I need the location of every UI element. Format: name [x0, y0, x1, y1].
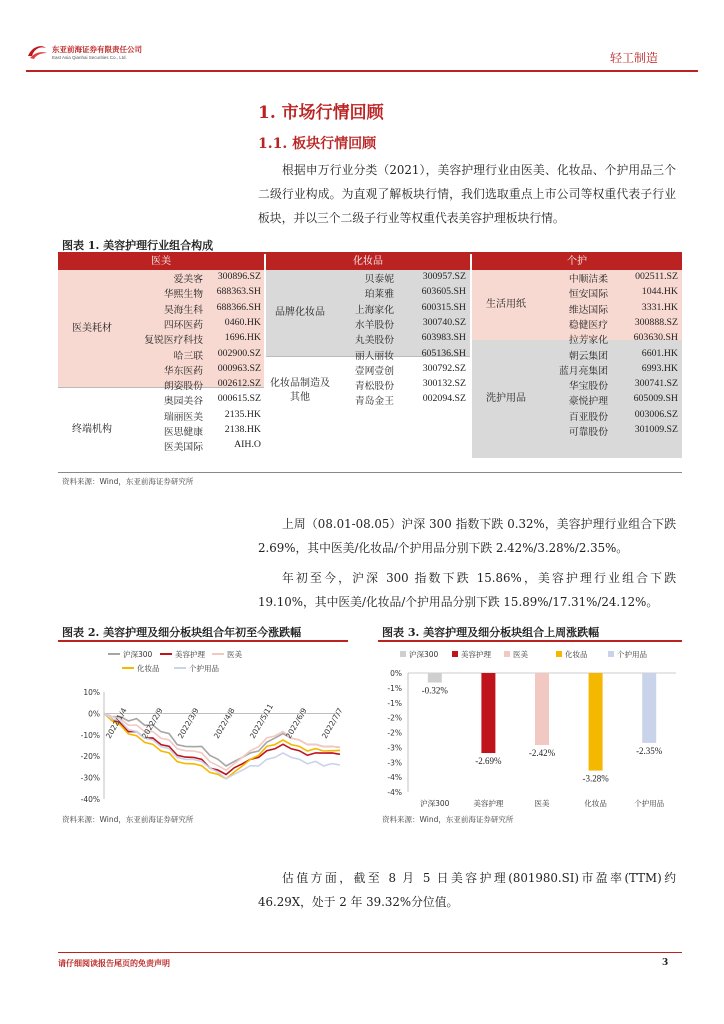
x-tick-label: 2022/4/8 — [211, 706, 237, 741]
company-name: 稳健医疗 — [568, 319, 608, 331]
y-tick-label: -10% — [80, 730, 100, 740]
stock-code: 688366.SH — [216, 301, 261, 313]
stock-code: 300896.SZ — [217, 271, 261, 282]
data-label: -2.42% — [528, 747, 556, 758]
paragraph-weekly: 上周（08.01-08.05）沪深 300 指数下跌 0.32%，美容护理行业组合下跌 2.69%，其中医美/化妆品/个护用品分别下跌 2.42%/3.28%/2.35%。 — [258, 517, 676, 555]
y-tick-label: -2% — [387, 728, 402, 738]
company-name: 昊海生科 — [163, 304, 203, 316]
legend-label: 医美 — [227, 650, 242, 659]
company-name: 可靠股份 — [568, 427, 608, 438]
x-tick-label: 2022/3/9 — [175, 706, 201, 741]
y-tick-label: -1% — [387, 698, 402, 708]
company-name: 上海家化 — [354, 304, 394, 316]
header-divider — [26, 70, 698, 72]
company-logo-icon — [26, 42, 48, 62]
legend-label: 化妆品 — [565, 650, 588, 659]
legend-swatch — [452, 651, 458, 657]
stock-code: 000963.SZ — [217, 362, 261, 374]
y-tick-label: 0% — [390, 669, 402, 678]
company-name: 青松股份 — [354, 381, 394, 393]
stock-code: 2138.HK — [224, 424, 261, 435]
data-label: -3.28% — [582, 773, 609, 784]
y-tick-label: 10% — [83, 688, 100, 697]
ytd-line-chart — [58, 642, 348, 812]
legend-label: 医美 — [513, 650, 528, 659]
y-tick-label: -20% — [80, 752, 100, 762]
company-name: 壹网壹创 — [354, 365, 394, 377]
subsection-heading: 1.1. 板块行情回顾 — [258, 136, 377, 152]
stock-code: 603630.SH — [633, 332, 678, 344]
stock-code: 605009.SH — [633, 393, 678, 405]
stock-code: 600315.SH — [421, 301, 466, 313]
y-tick-label: -40% — [80, 795, 100, 804]
stock-code: 000615.SZ — [217, 393, 261, 405]
group-label: 终端机构 — [72, 424, 112, 435]
stock-code: 605136.SH — [421, 347, 466, 359]
stock-code: 002612.SZ — [217, 378, 261, 390]
company-name: 华熙生物 — [163, 289, 203, 301]
disclaimer-note: 请仔细阅读报告尾页的免责声明 — [58, 959, 170, 968]
y-tick-label: -4% — [387, 788, 402, 797]
y-tick-label: -1% — [387, 683, 402, 693]
x-tick-label: 2022/6/9 — [283, 706, 309, 741]
stock-code: 300741.SZ — [634, 378, 678, 390]
figure3-title: 图表 3. 美容护理及细分板块组合上周涨跌幅 — [382, 626, 600, 639]
company-name: 丽人丽妆 — [354, 350, 394, 362]
company-name: 医美国际 — [163, 442, 203, 454]
col-header-gehu: 个护 — [472, 253, 682, 270]
stock-code: 300792.SZ — [422, 362, 466, 374]
company-name: 珀莱雅 — [364, 289, 394, 301]
stock-code: 603605.SH — [421, 286, 466, 298]
legend-label: 沪深300 — [409, 650, 439, 659]
stock-code: 1696.HK — [224, 332, 261, 344]
company-name: 哈三联 — [173, 350, 203, 362]
y-tick-label: 0% — [88, 709, 100, 719]
page-number: 3 — [662, 958, 669, 968]
stock-code: 2135.HK — [224, 408, 261, 420]
company-name: 拉芳家化 — [568, 335, 608, 347]
stock-code: 300132.SZ — [422, 378, 466, 390]
legend-label: 个护用品 — [617, 650, 647, 659]
group-label: 生活用纸 — [486, 299, 526, 310]
legend-label: 沪深300 — [123, 650, 153, 659]
company-name: 蓝月亮集团 — [559, 365, 608, 377]
group-label: 化妆品制造及其他 — [270, 378, 330, 403]
stock-code: 688363.SH — [216, 286, 261, 298]
figure3-source: 资料来源：Wind，东亚前海证券研究所 — [382, 815, 514, 824]
bar — [642, 673, 656, 743]
paragraph-ytd: 年初至今，沪深 300 指数下跌 15.86%，美容护理行业组合下跌 19.10%，其中医美/化妆品/个护用品分别下跌 15.89%/17.31%/24.12%。 — [258, 571, 676, 609]
company-name: 瑞丽医美 — [163, 411, 203, 423]
figure2-title: 图表 2. 美容护理及细分板块组合年初至今涨跌幅 — [62, 626, 302, 639]
stock-code: 002900.SZ — [217, 347, 261, 359]
stock-code: AIH.O — [234, 439, 261, 451]
x-tick-label: 医美 — [534, 799, 550, 808]
company-name: 中顺洁柔 — [568, 274, 608, 285]
x-tick-label: 2022/2/9 — [139, 706, 165, 741]
stock-code: 002511.SZ — [635, 271, 678, 282]
company-name: 医思健康 — [163, 427, 203, 438]
company-name: 朗姿股份 — [163, 381, 203, 393]
bar — [481, 673, 495, 753]
y-tick-label: -30% — [80, 773, 100, 783]
data-label: -2.69% — [475, 756, 502, 767]
stock-code: 6601.HK — [641, 347, 678, 359]
legend-swatch — [556, 651, 562, 657]
brand-name-cn: 东亚前海证券有限责任公司 — [52, 45, 142, 54]
section-heading: 1. 市场行情回顾 — [258, 103, 384, 123]
company-name: 恒安国际 — [568, 289, 608, 301]
x-tick-label: 2022/5/11 — [247, 702, 275, 741]
stock-code: 6993.HK — [641, 362, 678, 374]
stock-code: 002094.SZ — [422, 393, 466, 405]
stock-code: 300957.SZ — [422, 271, 466, 282]
y-tick-label: -3% — [387, 743, 402, 753]
data-label: -2.35% — [636, 745, 663, 756]
col-header-yimei: 医美 — [58, 253, 264, 270]
bar — [428, 673, 442, 683]
stock-code: 0460.HK — [224, 316, 261, 328]
x-tick-label: 化妆品 — [584, 799, 607, 808]
figure2-source: 资料来源：Wind，东亚前海证券研究所 — [62, 815, 194, 824]
stock-code: 003006.SZ — [634, 408, 678, 420]
stock-code: 3331.HK — [641, 301, 678, 313]
company-name: 四环医药 — [163, 319, 203, 331]
company-name: 华东医药 — [163, 365, 203, 377]
legend-label: 化妆品 — [137, 664, 160, 673]
x-tick-label: 个护用品 — [634, 799, 665, 808]
company-name: 贝泰妮 — [364, 274, 394, 285]
group-label: 医美耗材 — [72, 322, 112, 334]
company-name: 青岛金王 — [354, 396, 394, 408]
company-name: 华宝股份 — [568, 381, 608, 393]
col-header-huazhuang: 化妆品 — [266, 253, 470, 270]
group-label: 品牌化妆品 — [275, 307, 325, 318]
x-tick-label: 美容护理 — [473, 799, 504, 808]
report-sector: 轻工制造 — [610, 51, 659, 65]
company-name: 维达国际 — [568, 304, 608, 316]
paragraph-intro: 根据申万行业分类（2021），美容护理行业由医美、化妆品、个护用品三个二级行业构成。为直观了解板块行情，我们选取重点上市公司等权重代表子行业板块，并以三个二级子行业等权重代表美容护理板块行情。 — [258, 163, 676, 225]
stock-code: 300740.SZ — [422, 316, 466, 328]
composition-table — [58, 253, 682, 473]
x-tick-label: 沪深300 — [420, 799, 450, 808]
group-label: 洗护用品 — [486, 393, 526, 404]
company-name: 水羊股份 — [354, 319, 394, 331]
stock-code: 301009.SZ — [634, 424, 678, 435]
company-name: 爱美客 — [173, 274, 203, 285]
company-name: 奥园美谷 — [163, 396, 203, 408]
legend-swatch — [400, 651, 406, 657]
figure1-source: 资料来源：Wind，东亚前海证券研究所 — [62, 477, 194, 486]
weekly-bar-chart — [378, 642, 682, 812]
brand-name-en: East Asia Qianhai Securities Co., Ltd. — [52, 55, 127, 60]
legend-label: 美容护理 — [461, 650, 491, 659]
legend-label: 美容护理 — [175, 650, 205, 659]
x-tick-label: 2022/1/4 — [103, 706, 129, 741]
x-tick-label: 2022/7/7 — [319, 706, 345, 741]
y-tick-label: -3% — [387, 758, 402, 768]
stock-code: 300888.SZ — [634, 316, 678, 328]
figure1-title: 图表 1. 美容护理行业组合构成 — [62, 239, 214, 252]
company-name: 复锐医疗科技 — [144, 335, 203, 347]
footer-divider — [58, 952, 682, 953]
y-tick-label: -4% — [387, 773, 402, 783]
bar — [535, 673, 549, 745]
bar — [589, 673, 603, 771]
company-name: 朝云集团 — [568, 350, 608, 362]
legend-swatch — [504, 651, 510, 657]
stock-code: 603983.SH — [421, 332, 466, 344]
paragraph-valuation: 估值方面，截至 8 月 5 日美容护理(801980.SI)市盈率(TTM)约 46.29X，处于 2 年 39.32%分位值。 — [258, 871, 676, 909]
data-label: -0.32% — [421, 685, 448, 696]
legend-swatch — [608, 651, 614, 657]
company-name: 丸美股份 — [354, 335, 394, 347]
stock-code: 1044.HK — [641, 286, 678, 298]
company-name: 豪悦护理 — [568, 396, 608, 408]
y-tick-label: -2% — [387, 713, 402, 723]
legend-label: 个护用品 — [189, 664, 219, 673]
company-name: 百亚股份 — [568, 411, 608, 423]
